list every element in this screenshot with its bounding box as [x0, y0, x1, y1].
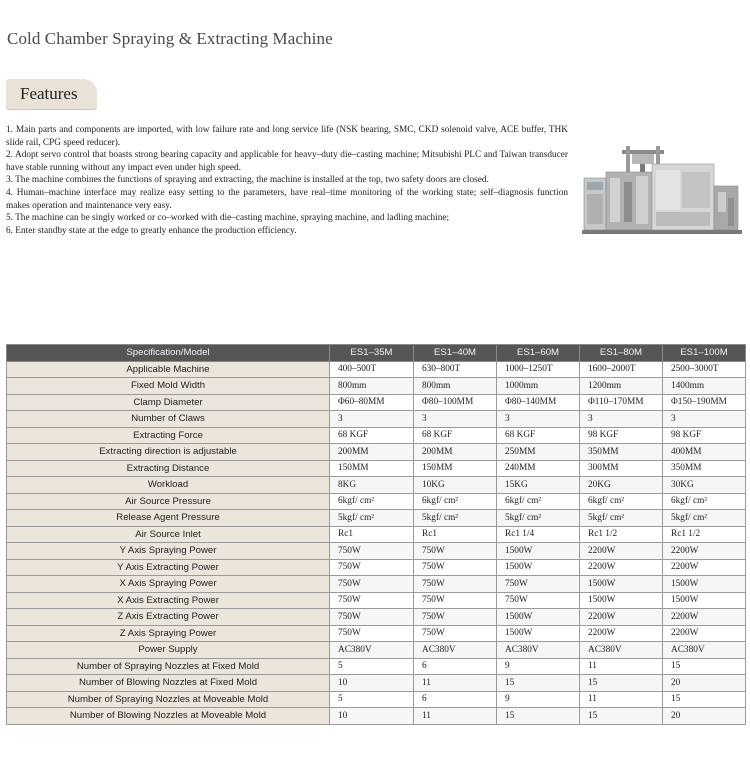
- spec-value-cell: 6: [414, 691, 497, 708]
- spec-label-cell: Power Supply: [7, 642, 330, 659]
- machine-illustration: [582, 142, 742, 237]
- spec-value-cell: 98 KGF: [580, 427, 663, 444]
- spec-value-cell: 68 KGF: [497, 427, 580, 444]
- spec-label-cell: Number of Blowing Nozzles at Fixed Mold: [7, 675, 330, 692]
- spec-label-cell: Y Axis Spraying Power: [7, 543, 330, 560]
- spec-label-cell: Clamp Diameter: [7, 394, 330, 411]
- spec-value-cell: 750W: [497, 592, 580, 609]
- spec-value-cell: Rc1 1/2: [663, 526, 746, 543]
- spec-value-cell: 400MM: [663, 444, 746, 461]
- spec-value-cell: 1500W: [663, 592, 746, 609]
- table-row: [7, 394, 746, 411]
- spec-value-cell: 5: [330, 691, 414, 708]
- spec-value-cell: 9: [497, 691, 580, 708]
- table-row: [7, 444, 746, 461]
- features-badge: [6, 79, 97, 110]
- table-row: [7, 543, 746, 560]
- table-row: [7, 675, 746, 692]
- spec-value-cell: 2200W: [663, 609, 746, 626]
- spec-value-cell: Rc1: [414, 526, 497, 543]
- spec-value-cell: 8KG: [330, 477, 414, 494]
- spec-value-cell: 400–500T: [330, 361, 414, 378]
- spec-value-cell: 2200W: [580, 609, 663, 626]
- spec-label-cell: Number of Spraying Nozzles at Fixed Mold: [7, 658, 330, 675]
- spec-value-cell: 68 KGF: [414, 427, 497, 444]
- spec-label-cell: Extracting Force: [7, 427, 330, 444]
- table-row: [7, 592, 746, 609]
- spec-value-cell: 20: [663, 675, 746, 692]
- spec-value-cell: Φ110–170MM: [580, 394, 663, 411]
- page-title: Cold Chamber Spraying & Extracting Machine: [7, 29, 333, 48]
- feature-item: 3. The machine combines the functions of spraying and extracting, the machine is installed at the top, two safety doors are closed.: [6, 175, 489, 186]
- spec-value-cell: 1400mm: [663, 378, 746, 395]
- spec-value-cell: 3: [580, 411, 663, 428]
- spec-value-cell: AC380V: [497, 642, 580, 659]
- spec-value-cell: 1500W: [663, 576, 746, 593]
- spec-value-cell: 6kgf/ cm²: [580, 493, 663, 510]
- spec-value-cell: 9: [497, 658, 580, 675]
- spec-value-cell: 750W: [330, 609, 414, 626]
- feature-item: 5. The machine can be singly worked or co–worked with die–casting machine, spraying machine, and ladling machine;: [6, 213, 450, 224]
- table-row: [7, 691, 746, 708]
- spec-value-cell: 15: [497, 675, 580, 692]
- table-header-row: [7, 345, 746, 362]
- spec-label-cell: Number of Blowing Nozzles at Moveable Mold: [7, 708, 330, 725]
- spec-value-cell: 1500W: [580, 592, 663, 609]
- spec-value-cell: 350MM: [663, 460, 746, 477]
- spec-value-cell: Rc1 1/2: [580, 526, 663, 543]
- spec-value-cell: 750W: [414, 559, 497, 576]
- table-row: [7, 460, 746, 477]
- spec-value-cell: 1500W: [497, 625, 580, 642]
- spec-value-cell: 1500W: [580, 576, 663, 593]
- spec-label-cell: Extracting Distance: [7, 460, 330, 477]
- spec-value-cell: 200MM: [330, 444, 414, 461]
- table-row: [7, 493, 746, 510]
- spec-label-cell: Air Source Inlet: [7, 526, 330, 543]
- spec-label-cell: Air Source Pressure: [7, 493, 330, 510]
- spec-value-cell: 250MM: [497, 444, 580, 461]
- spec-value-cell: Rc1 1/4: [497, 526, 580, 543]
- spec-value-cell: 15: [497, 708, 580, 725]
- spec-value-cell: 15: [580, 708, 663, 725]
- table-row: [7, 510, 746, 527]
- spec-value-cell: 150MM: [330, 460, 414, 477]
- spec-value-cell: AC380V: [580, 642, 663, 659]
- spec-value-cell: 11: [414, 675, 497, 692]
- spec-value-cell: 11: [414, 708, 497, 725]
- spec-value-cell: 5kgf/ cm²: [663, 510, 746, 527]
- spec-value-cell: 5kgf/ cm²: [414, 510, 497, 527]
- spec-value-cell: 750W: [414, 592, 497, 609]
- spec-label-cell: Fixed Mold Width: [7, 378, 330, 395]
- spec-value-cell: AC380V: [663, 642, 746, 659]
- spec-label-cell: Z Axis Spraying Power: [7, 625, 330, 642]
- spec-value-cell: Φ80–140MM: [497, 394, 580, 411]
- spec-value-cell: Φ80–100MM: [414, 394, 497, 411]
- spec-value-cell: 750W: [330, 625, 414, 642]
- feature-item: 4. Human–machine interface may realize easy setting to the parameters, have real–time monitoring of the working state; self–diagnosis function makes operation and maintenance very easy.: [6, 187, 568, 211]
- table-row: [7, 378, 746, 395]
- spec-value-cell: 800mm: [330, 378, 414, 395]
- spec-value-cell: 1500W: [497, 543, 580, 560]
- spec-value-cell: 5kgf/ cm²: [330, 510, 414, 527]
- feature-item: 6. Enter standby state at the edge to greatly enhance the production efficiency.: [6, 225, 297, 236]
- spec-value-cell: 6: [414, 658, 497, 675]
- spec-value-cell: 11: [580, 658, 663, 675]
- spec-table: [6, 344, 746, 725]
- spec-value-cell: 750W: [414, 576, 497, 593]
- spec-label-cell: X Axis Extracting Power: [7, 592, 330, 609]
- spec-value-cell: 1200mm: [580, 378, 663, 395]
- spec-value-cell: 3: [330, 411, 414, 428]
- spec-value-cell: 2200W: [663, 559, 746, 576]
- table-row: [7, 559, 746, 576]
- spec-value-cell: 15: [663, 691, 746, 708]
- spec-value-cell: 1000mm: [497, 378, 580, 395]
- spec-label-cell: Number of Claws: [7, 411, 330, 428]
- table-row: [7, 609, 746, 626]
- spec-value-cell: 200MM: [414, 444, 497, 461]
- spec-value-cell: 5: [330, 658, 414, 675]
- spec-value-cell: 15KG: [497, 477, 580, 494]
- spec-label-cell: X Axis Spraying Power: [7, 576, 330, 593]
- spec-value-cell: 68 KGF: [330, 427, 414, 444]
- spec-value-cell: 3: [663, 411, 746, 428]
- spec-value-cell: 750W: [330, 592, 414, 609]
- spec-value-cell: 6kgf/ cm²: [497, 493, 580, 510]
- spec-label-cell: Extracting direction is adjustable: [7, 444, 330, 461]
- spec-value-cell: 1500W: [497, 609, 580, 626]
- spec-value-cell: 11: [580, 691, 663, 708]
- table-row: [7, 427, 746, 444]
- spec-value-cell: 2200W: [663, 625, 746, 642]
- spec-value-cell: Φ60–80MM: [330, 394, 414, 411]
- spec-value-cell: 800mm: [414, 378, 497, 395]
- spec-value-cell: 1600–2000T: [580, 361, 663, 378]
- column-header: ES1–100M: [663, 345, 746, 362]
- spec-value-cell: 2200W: [580, 543, 663, 560]
- spec-value-cell: 150MM: [414, 460, 497, 477]
- spec-value-cell: 750W: [414, 609, 497, 626]
- spec-value-cell: 2200W: [580, 625, 663, 642]
- spec-value-cell: 20: [663, 708, 746, 725]
- spec-value-cell: 2500–3000T: [663, 361, 746, 378]
- spec-value-cell: 750W: [497, 576, 580, 593]
- spec-label-cell: Number of Spraying Nozzles at Moveable Mold: [7, 691, 330, 708]
- spec-label-cell: Workload: [7, 477, 330, 494]
- table-row: [7, 477, 746, 494]
- spec-value-cell: 30KG: [663, 477, 746, 494]
- spec-label-cell: Applicable Machine: [7, 361, 330, 378]
- feature-item: 2. Adopt servo control that boasts strong bearing capacity and applicable for heavy–duty die–casting machine; Mitsubishi PLC and Taiwan transducer have stable running without any impact even under high speed.: [6, 150, 568, 173]
- spec-value-cell: 750W: [330, 559, 414, 576]
- spec-value-cell: Φ150–190MM: [663, 394, 746, 411]
- features-list: [6, 124, 568, 237]
- spec-value-cell: 20KG: [580, 477, 663, 494]
- spec-value-cell: 300MM: [580, 460, 663, 477]
- spec-value-cell: 10: [330, 675, 414, 692]
- spec-value-cell: 1000–1250T: [497, 361, 580, 378]
- column-header: ES1–35M: [330, 345, 414, 362]
- table-row: [7, 411, 746, 428]
- spec-value-cell: 750W: [414, 625, 497, 642]
- spec-value-cell: 2200W: [663, 543, 746, 560]
- column-header: ES1–80M: [580, 345, 663, 362]
- spec-value-cell: AC380V: [330, 642, 414, 659]
- spec-value-cell: 750W: [330, 576, 414, 593]
- column-header: ES1–60M: [497, 345, 580, 362]
- spec-label-cell: Z Axis Extracting Power: [7, 609, 330, 626]
- spec-value-cell: 15: [580, 675, 663, 692]
- spec-value-cell: 3: [414, 411, 497, 428]
- spec-value-cell: 630–800T: [414, 361, 497, 378]
- table-row: [7, 642, 746, 659]
- table-row: [7, 526, 746, 543]
- column-header: ES1–40M: [414, 345, 497, 362]
- spec-value-cell: 2200W: [580, 559, 663, 576]
- spec-value-cell: 240MM: [497, 460, 580, 477]
- spec-value-cell: 6kgf/ cm²: [663, 493, 746, 510]
- spec-value-cell: 15: [663, 658, 746, 675]
- table-row: [7, 576, 746, 593]
- spec-value-cell: 350MM: [580, 444, 663, 461]
- table-row: [7, 361, 746, 378]
- spec-value-cell: 5kgf/ cm²: [580, 510, 663, 527]
- spec-value-cell: 6kgf/ cm²: [330, 493, 414, 510]
- spec-value-cell: 10: [330, 708, 414, 725]
- column-header: Specification/Model: [7, 345, 330, 362]
- table-row: [7, 658, 746, 675]
- spec-value-cell: AC380V: [414, 642, 497, 659]
- spec-value-cell: 750W: [330, 543, 414, 560]
- spec-label-cell: Release Agent Pressure: [7, 510, 330, 527]
- spec-value-cell: 750W: [414, 543, 497, 560]
- spec-value-cell: Rc1: [330, 526, 414, 543]
- feature-item: 1. Main parts and components are imported, with low failure rate and long service life (NSK bearing, SMC, CKD solenoid valve, ACE buffer, THK slide rail, CPG speed reducer).: [6, 125, 568, 148]
- features-label: Features: [20, 84, 78, 103]
- spec-value-cell: 10KG: [414, 477, 497, 494]
- spec-value-cell: 98 KGF: [663, 427, 746, 444]
- spec-value-cell: 6kgf/ cm²: [414, 493, 497, 510]
- spec-label-cell: Y Axis Extracting Power: [7, 559, 330, 576]
- spec-value-cell: 1500W: [497, 559, 580, 576]
- spec-value-cell: 3: [497, 411, 580, 428]
- spec-value-cell: 5kgf/ cm²: [497, 510, 580, 527]
- table-row: [7, 625, 746, 642]
- table-row: [7, 708, 746, 725]
